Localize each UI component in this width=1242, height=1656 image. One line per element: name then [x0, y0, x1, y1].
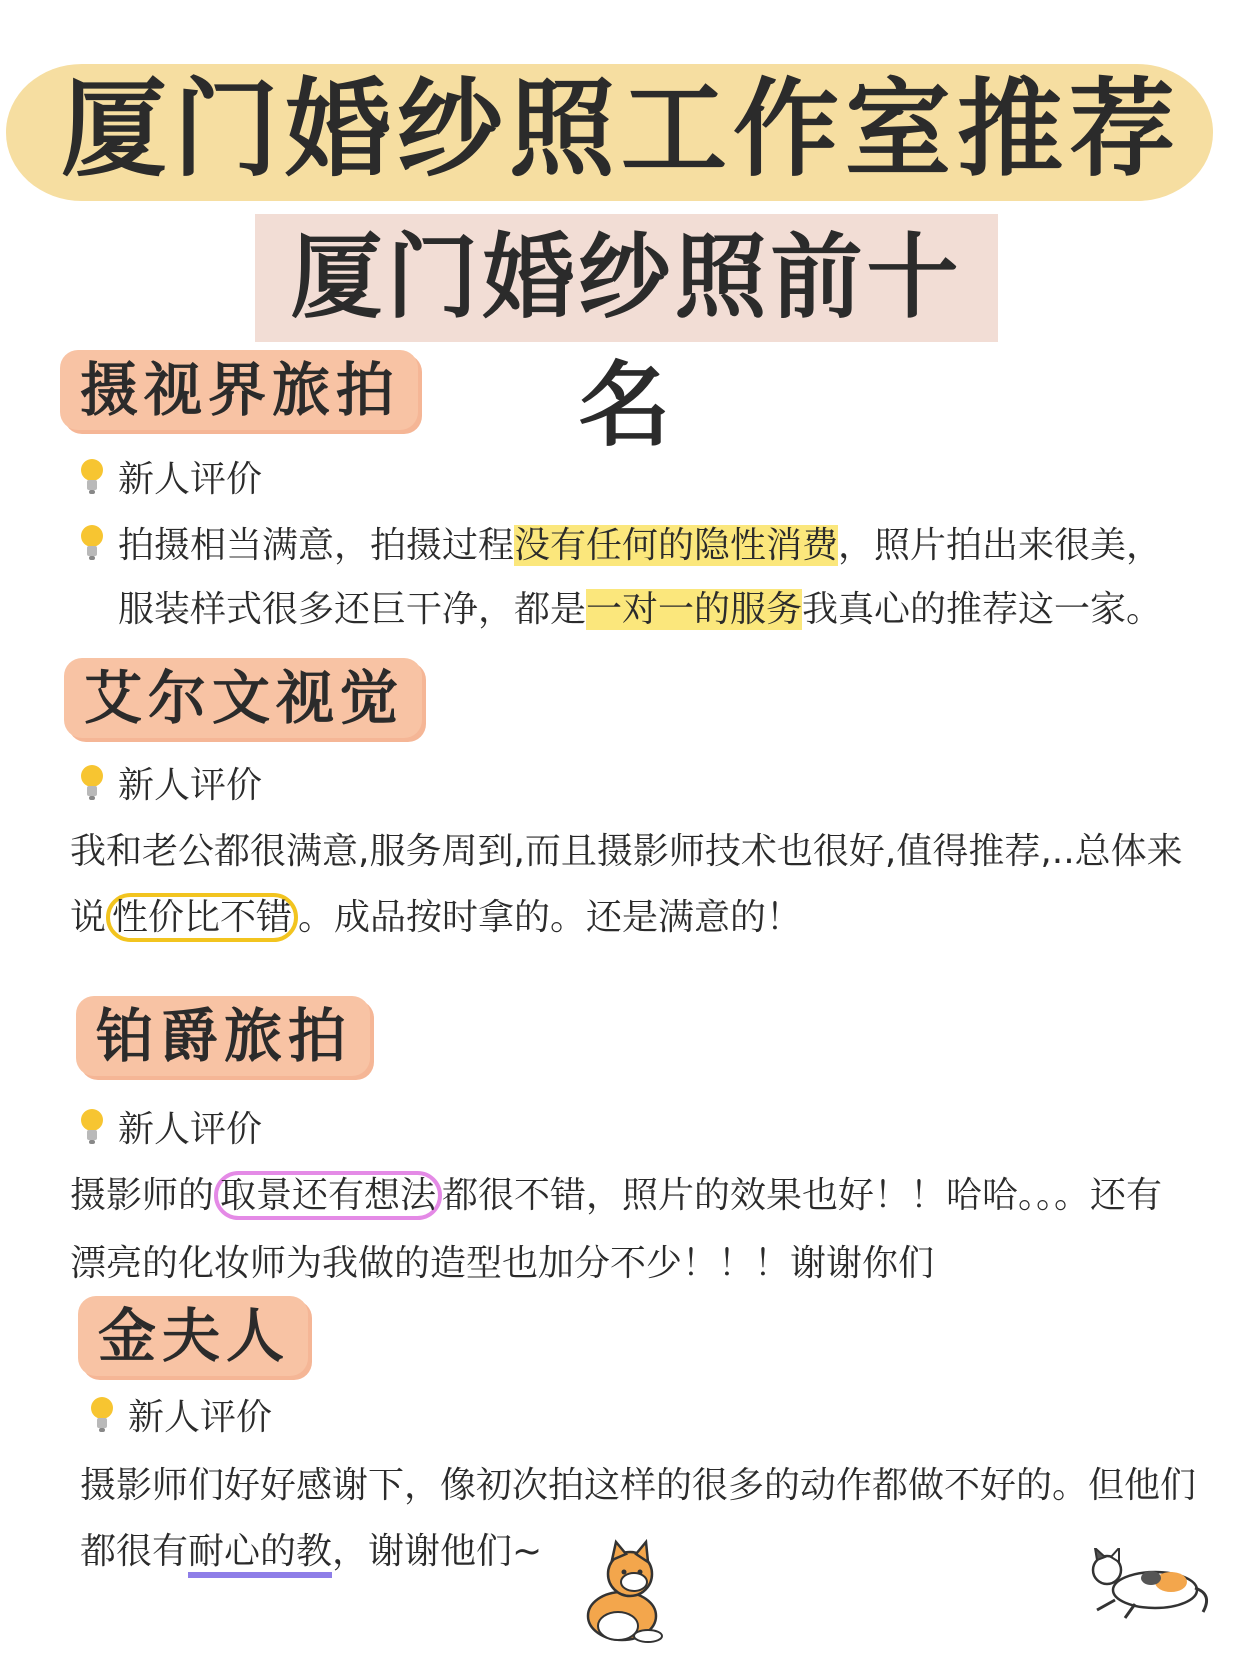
review-text-4-line1: 摄影师们好好感谢下，像初次拍这样的很多的动作都做不好的。但他们 [80, 1465, 1197, 1506]
review-text: 拍摄相当满意，拍摄过程 [118, 525, 515, 566]
review-text: 都很不错，照片的效果也好！！哈哈。。。还有 [442, 1175, 1163, 1216]
review-label: 新人评价 [118, 765, 263, 806]
review-label-row-4 [88, 1384, 272, 1452]
underlined-text: 耐心的教 [188, 1531, 332, 1578]
section-heading-4: 金夫人 [78, 1296, 308, 1376]
review-text: 摄影师的 [70, 1175, 215, 1216]
review-text-4-line2 [80, 1518, 542, 1586]
review-text-2-line1: 我和老公都很满意,服务周到,而且摄影师技术也很好,值得推荐,..总体来 [70, 831, 1183, 872]
calico-cat-illustration [1085, 1548, 1215, 1623]
lightbulb-icon [78, 1107, 106, 1147]
review-text: ，谢谢他们~ [332, 1531, 543, 1572]
review-text-3-line1 [70, 1162, 1162, 1230]
review-text-3-line2: 漂亮的化妆师为我做的造型也加分不少！！！谢谢你们 [70, 1243, 935, 1284]
review-label: 新人评价 [128, 1397, 273, 1438]
review-label: 新人评价 [118, 1109, 263, 1150]
page-subtitle: 厦门婚纱照前十名 [290, 224, 963, 459]
page-title: 厦门婚纱照工作室推荐 [61, 68, 1181, 191]
review-label-row-1 [78, 446, 262, 514]
review-text: 我真心的推荐这一家。 [802, 589, 1163, 630]
review-text-1-line2 [118, 576, 1162, 644]
review-text: 。成品按时拿的。还是满意的！ [298, 897, 803, 938]
review-text-2-line2 [70, 884, 802, 952]
circled-text: 取景还有想法 [214, 1171, 442, 1220]
highlighted-text: 一对一的服务 [586, 589, 803, 630]
review-text: 说 [70, 897, 107, 938]
section-heading-3: 铂爵旅拍 [76, 996, 370, 1076]
review-label-row-3 [78, 1096, 262, 1164]
section-heading-1: 摄视界旅拍 [60, 350, 418, 430]
section-heading-2: 艾尔文视觉 [64, 658, 422, 738]
shiba-dog-illustration [580, 1538, 670, 1648]
review-text: 服装样式很多还巨干净，都是 [118, 589, 587, 630]
lightbulb-icon [78, 457, 106, 497]
review-label-row-2 [78, 752, 262, 820]
circled-text: 性价比不错 [106, 893, 298, 942]
lightbulb-icon [88, 1395, 116, 1435]
highlighted-text: 没有任何的隐性消费 [514, 525, 839, 566]
review-text: 都很有 [80, 1531, 189, 1572]
lightbulb-icon [78, 763, 106, 803]
review-label: 新人评价 [118, 459, 263, 500]
review-text: ，照片拍出来很美， [838, 525, 1163, 566]
review-text-1-line1 [78, 512, 1162, 580]
lightbulb-icon [78, 523, 106, 563]
